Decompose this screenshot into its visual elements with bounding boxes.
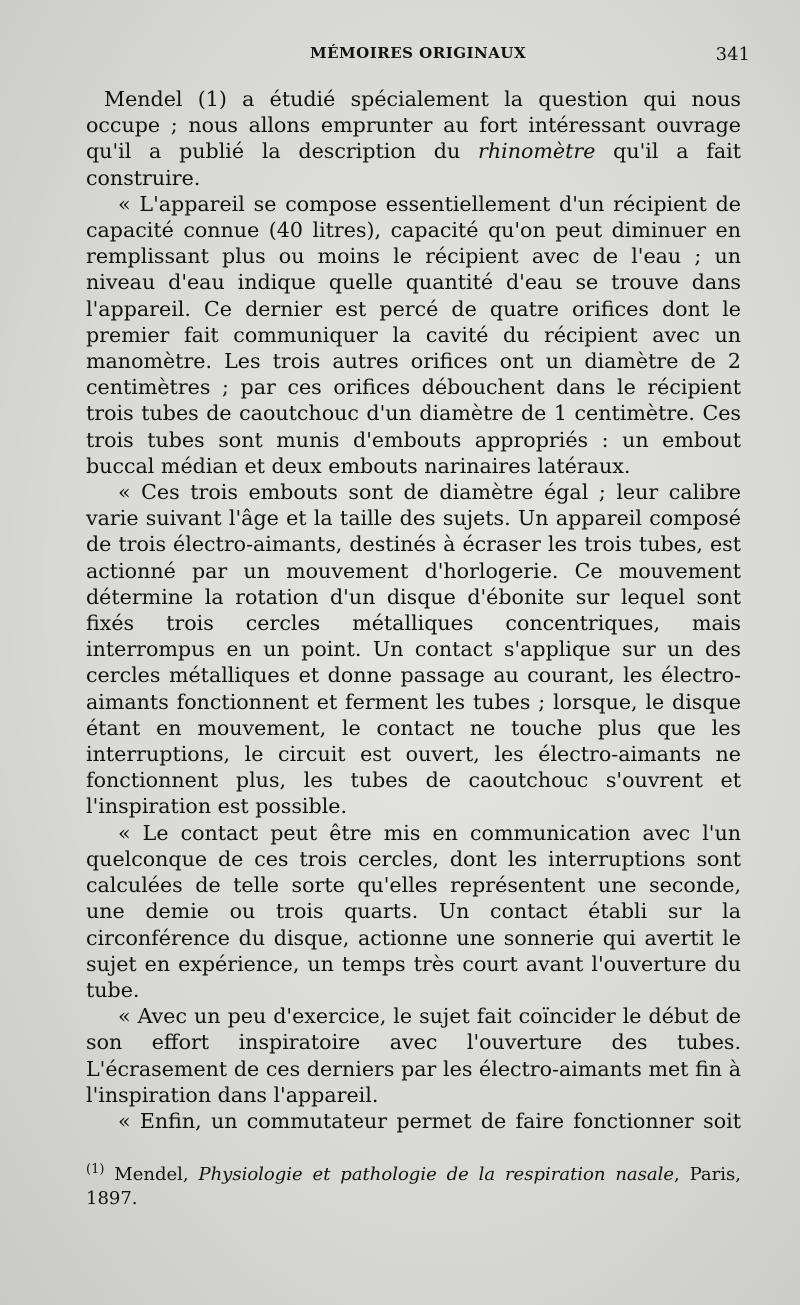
footnote-rest: , Paris, 1897. <box>86 1164 741 1209</box>
footnote-title: Physiologie et pathologie de la respiration nasale <box>198 1164 675 1185</box>
paragraph-commutator: « Enfin, un commutateur permet de faire fonctionner soit <box>118 1108 741 1133</box>
page-header <box>100 44 750 70</box>
paragraph-apparatus: « L'appareil se compose essentiellement d'un récipient de capacité connue (40 litres), capacité qu'on peut diminuer en remplissant plus ou moins le récipient avec de l'eau ; un niveau d'eau indique quelle quantité d'eau se trouve dans l'appareil. Ce dernier est percé de quatre orifices dont le premier fait communiquer la cavité du récipient avec un manomètre. Les trois autres orifices ont un diamètre de 2 centimètres ; par ces orifices débouchent dans le récipient trois tubes de caoutchouc d'un diamètre de 1 centimètre. Ces trois tubes sont munis d'embouts appropriés : un embout buccal médian et deux embouts narinaires latéraux. <box>86 191 741 478</box>
paragraph-intro-before: Mendel (1) a étudié spécialement la question qui nous occupe ; nous allons emprunter au fort intéressant ouvrage qu'il a publié la description du <box>86 87 741 164</box>
footnote-author: Mendel, <box>104 1164 199 1185</box>
body-text <box>86 86 741 1134</box>
footnote <box>86 1158 741 1211</box>
paragraph-contact: « Le contact peut être mis en communication avec l'un quelconque de ces trois cercles, dont les interruptions sont calculées de telle sorte qu'elles représentent une seconde, une demie ou trois quarts. Un contact établi sur la circonférence du disque, actionne une sonnerie qui avertit le sujet en expérience, un temps très court avant l'ouverture du tube. <box>86 820 741 1002</box>
paragraph-intro-italic: rhinomètre <box>478 139 596 164</box>
paragraph-intro <box>86 86 741 191</box>
paragraph-embouts: « Ces trois embouts sont de diamètre égal ; leur calibre varie suivant l'âge et la taille des sujets. Un appareil composé de trois électro-aimants, destinés à écraser les trois tubes, est actionné par un mouvement d'horlogerie. Ce mouvement détermine la rotation d'un disque d'ébonite sur lequel sont fixés trois cercles métalliques concentriques, mais interrompus en un point. Un contact s'applique sur un des cercles métalliques et donne passage au courant, les électro-aimants fonctionnent et ferment les tubes ; lorsque, le disque étant en mouvement, le contact ne touche plus que les interruptions, le circuit est ouvert, les électro-aimants ne fonctionnent plus, les tubes de caoutchouc s'ouvrent et l'inspiration est possible. <box>86 480 741 819</box>
paragraph-intro-after: qu'il a fait construire. <box>86 139 741 190</box>
running-title: MÉMOIRES ORIGINAUX <box>310 44 527 62</box>
footnote-mark: (1) <box>86 1162 105 1177</box>
page-number: 341 <box>715 44 750 65</box>
paragraph-exercise: « Avec un peu d'exercice, le sujet fait coïncider le début de son effort inspiratoire avec l'ouverture des tubes. L'écrasement de ces derniers par les électro-aimants met fin à l'inspiration dans l'appareil. <box>86 1004 741 1107</box>
